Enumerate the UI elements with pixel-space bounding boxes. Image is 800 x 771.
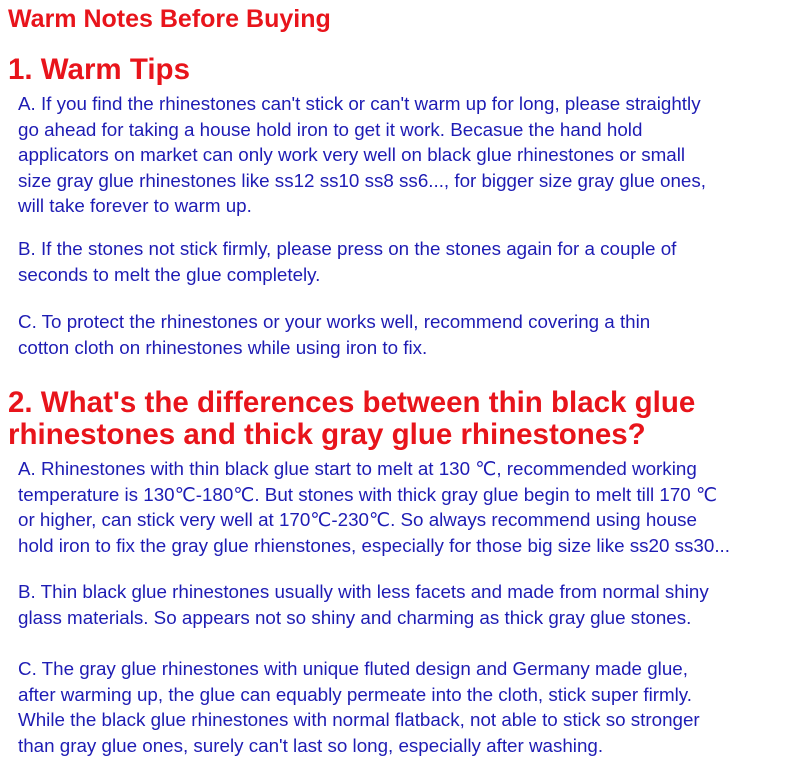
text-line: or higher, can stick very well at 170℃-230℃. So always recommend using house	[18, 509, 697, 531]
text-line: B. Thin black glue rhinestones usually with less facets and made from normal shiny	[18, 581, 709, 602]
section-heading-differences	[8, 387, 695, 451]
warm-tip-a	[18, 91, 706, 219]
text-line: C. To protect the rhinestones or your works well, recommend covering a thin	[18, 311, 651, 332]
text-line: than gray glue ones, surely can't last so long, especially after washing.	[18, 734, 604, 756]
warm-tip-b	[18, 236, 676, 287]
text-line: glass materials. So appears not so shiny and charming as thick gray glue stones.	[18, 606, 692, 628]
text-line: temperature is 130℃-180℃. But stones with thick gray glue begin to melt till 170 ℃	[18, 483, 718, 505]
text-line: B. If the stones not stick firmly, please press on the stones again for a couple of	[18, 238, 677, 259]
difference-a	[18, 456, 730, 558]
difference-b	[18, 579, 709, 630]
text-line: will take forever to warm up.	[18, 195, 252, 217]
text-line: applicators on market can only work very well on black glue rhinestones or small	[18, 144, 686, 166]
section-heading-warm-tips: 1. Warm Tips	[8, 53, 190, 86]
heading-line: 2. What's the differences between thin black glue	[8, 386, 696, 419]
text-line: go ahead for taking a house hold iron to get it work. Becasue the hand hold	[18, 118, 643, 140]
text-line: size gray glue rhinestones like ss12 ss10 ss8 ss6..., for bigger size gray glue ones,	[18, 169, 706, 191]
text-line: A. If you find the rhinestones can't stick or can't warm up for long, please straightly	[18, 93, 701, 114]
text-line: C. The gray glue rhinestones with unique fluted design and Germany made glue,	[18, 658, 688, 679]
text-line: hold iron to fix the gray glue rhienstones, especially for those big size like ss20 ss30...	[18, 534, 730, 556]
text-line: While the black glue rhinestones with normal flatback, not able to stick so stronger	[18, 709, 700, 731]
difference-c	[18, 656, 700, 758]
heading-line: rhinestones and thick gray glue rhinestones?	[8, 418, 646, 451]
text-line: seconds to melt the glue completely.	[18, 263, 321, 285]
page-title: Warm Notes Before Buying	[8, 5, 331, 33]
warm-tip-c	[18, 309, 650, 360]
text-line: A. Rhinestones with thin black glue start to melt at 130 ℃, recommended working	[18, 458, 697, 479]
text-line: cotton cloth on rhinestones while using iron to fix.	[18, 336, 428, 358]
text-line: after warming up, the glue can equably permeate into the cloth, stick super firmly.	[18, 683, 693, 705]
